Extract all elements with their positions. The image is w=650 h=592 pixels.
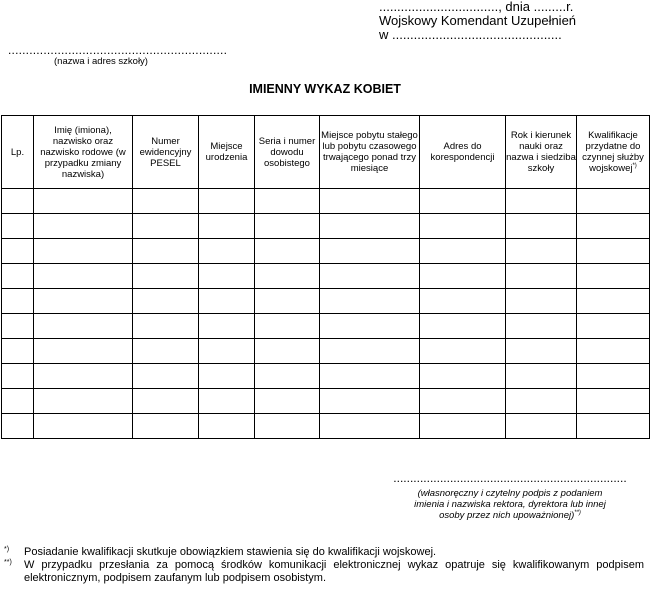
table-cell <box>255 389 320 414</box>
table-cell <box>255 189 320 214</box>
place-date-line: ................................., dnia .........r. <box>379 0 574 14</box>
table-cell <box>320 289 420 314</box>
school-caption: (nazwa i adres szkoły) <box>54 56 148 67</box>
table-cell <box>199 389 255 414</box>
women-list-table <box>1 115 650 439</box>
table-cell <box>506 364 577 389</box>
table-cell <box>320 339 420 364</box>
table-cell <box>133 389 199 414</box>
table-cell <box>34 264 133 289</box>
table-cell <box>199 339 255 364</box>
header-lp <box>2 116 34 189</box>
table-cell <box>2 239 34 264</box>
table-cell <box>2 289 34 314</box>
addressee-location-line: w ............................................... <box>379 27 562 42</box>
header-school-label: Rok i kierunek nauki oraz nazwa i siedziba szkoły <box>506 130 576 174</box>
table-cell <box>199 189 255 214</box>
table-cell <box>133 339 199 364</box>
table-cell <box>320 314 420 339</box>
header-lp-label: Lp. <box>10 146 25 158</box>
table-cell <box>133 239 199 264</box>
header-name <box>34 116 133 189</box>
table-cell <box>255 239 320 264</box>
table-cell <box>34 239 133 264</box>
table-cell <box>506 289 577 314</box>
table-cell <box>420 214 506 239</box>
table-cell <box>420 389 506 414</box>
table-cell <box>133 264 199 289</box>
table-cell <box>34 364 133 389</box>
table-cell <box>199 364 255 389</box>
table-row <box>2 414 650 439</box>
footnote-2 <box>4 559 644 585</box>
header-pesel-label: Numer ewidencyjny PESEL <box>139 135 192 169</box>
table-cell <box>34 289 133 314</box>
table-row <box>2 214 650 239</box>
table-header-row <box>2 116 650 189</box>
table-cell <box>2 314 34 339</box>
table-cell <box>255 214 320 239</box>
header-birthplace <box>199 116 255 189</box>
table-cell <box>255 414 320 439</box>
table-cell <box>133 214 199 239</box>
table-cell <box>577 289 650 314</box>
table-cell <box>320 189 420 214</box>
table-cell <box>2 339 34 364</box>
document-title: IMIENNY WYKAZ KOBIET <box>249 82 401 96</box>
table-cell <box>133 189 199 214</box>
table-cell <box>506 239 577 264</box>
signature-block <box>380 472 640 521</box>
table-cell <box>34 214 133 239</box>
table-cell <box>420 264 506 289</box>
table-cell <box>320 364 420 389</box>
footnotes <box>4 546 644 585</box>
table-row <box>2 364 650 389</box>
table-cell <box>420 289 506 314</box>
table-cell <box>320 239 420 264</box>
table-cell <box>577 339 650 364</box>
header-id-card <box>255 116 320 189</box>
table-cell <box>2 389 34 414</box>
table-cell <box>506 214 577 239</box>
school-dotted-line: .............................................................. <box>8 43 228 57</box>
table-cell <box>2 414 34 439</box>
table-cell <box>577 314 650 339</box>
table-cell <box>577 264 650 289</box>
signature-caption-line: osoby przez nich upoważnionej) <box>439 510 575 521</box>
table-cell <box>2 364 34 389</box>
table-cell <box>577 389 650 414</box>
table-row <box>2 189 650 214</box>
table-cell <box>320 389 420 414</box>
table-cell <box>34 189 133 214</box>
footnote-mark: **) <box>4 559 12 566</box>
header-school <box>506 116 577 189</box>
footnote-text: Posiadanie kwalifikacji skutkuje obowiązkiem stawienia się do kwalifikacji wojskowej. <box>24 546 437 558</box>
table-row <box>2 314 650 339</box>
table-cell <box>420 189 506 214</box>
table-cell <box>577 189 650 214</box>
header-residence <box>320 116 420 189</box>
table-cell <box>420 314 506 339</box>
table-row <box>2 289 650 314</box>
header-qualifications <box>577 116 650 189</box>
signature-caption-line: imienia i nazwiska rektora, dyrektora lub innej <box>414 499 606 510</box>
footnote-mark: *) <box>4 546 10 553</box>
addressee-line: Wojskowy Komendant Uzupełnień <box>379 13 577 28</box>
table-cell <box>420 414 506 439</box>
footnote-text: W przypadku przesłania za pomocą środków komunikacji elektronicznej wykaz opatruje się kwalifikowanym podpisem elektronicznym, podpisem zaufanym lub podpisem osobistym. <box>24 559 644 584</box>
table-cell <box>420 364 506 389</box>
table-cell <box>577 239 650 264</box>
table-cell <box>199 289 255 314</box>
table-cell <box>34 339 133 364</box>
table-cell <box>577 364 650 389</box>
table-cell <box>255 314 320 339</box>
table-row <box>2 239 650 264</box>
table-cell <box>320 214 420 239</box>
signature-caption <box>380 488 640 521</box>
table-cell <box>133 289 199 314</box>
footnote-mark: **) <box>574 509 581 516</box>
table-cell <box>506 389 577 414</box>
footnote-1 <box>4 546 644 559</box>
table-cell <box>420 239 506 264</box>
table-cell <box>199 214 255 239</box>
table-cell <box>577 414 650 439</box>
table-cell <box>255 264 320 289</box>
table-cell <box>506 414 577 439</box>
header-id-card-label: Seria i numer dowodu osobistego <box>258 135 316 169</box>
table-cell <box>199 264 255 289</box>
header-address-label: Adres do korespondencji <box>430 141 495 163</box>
table-cell <box>420 339 506 364</box>
place-date-addressee <box>379 0 649 42</box>
table-cell <box>34 389 133 414</box>
table-cell <box>506 339 577 364</box>
table-cell <box>199 239 255 264</box>
table-cell <box>577 214 650 239</box>
header-birthplace-label: Miejsce urodzenia <box>205 141 248 163</box>
signature-caption-line: (własnoręczny i czytelny podpis z podaniem <box>417 488 603 499</box>
table-row <box>2 264 650 289</box>
header-qualifications-label: Kwalifikacje przydatne do czynnej służby wojskowej <box>582 130 644 174</box>
table-cell <box>255 289 320 314</box>
signature-dotted-line: ...................................................................... <box>393 471 627 485</box>
table-cell <box>199 314 255 339</box>
table-cell <box>255 339 320 364</box>
table-cell <box>34 414 133 439</box>
table-cell <box>506 189 577 214</box>
table-row <box>2 389 650 414</box>
header-name-label: Imię (imiona), nazwisko oraz nazwisko rodowe (w przypadku zmiany nazwiska) <box>40 124 126 180</box>
table-cell <box>133 314 199 339</box>
table-row <box>2 339 650 364</box>
table-cell <box>133 364 199 389</box>
table-cell <box>506 264 577 289</box>
header-residence-label: Miejsce pobytu stałego lub pobytu czasowego trwającego ponad trzy miesiące <box>321 130 418 174</box>
table-cell <box>506 314 577 339</box>
table-cell <box>34 314 133 339</box>
header-address <box>420 116 506 189</box>
table-cell <box>320 414 420 439</box>
table-cell <box>2 264 34 289</box>
footnote-mark: *) <box>632 162 637 169</box>
table-cell <box>255 364 320 389</box>
table-cell <box>2 189 34 214</box>
header-pesel <box>133 116 199 189</box>
table-cell <box>199 414 255 439</box>
table-cell <box>2 214 34 239</box>
table-cell <box>133 414 199 439</box>
school-block <box>8 44 278 68</box>
table-cell <box>320 264 420 289</box>
